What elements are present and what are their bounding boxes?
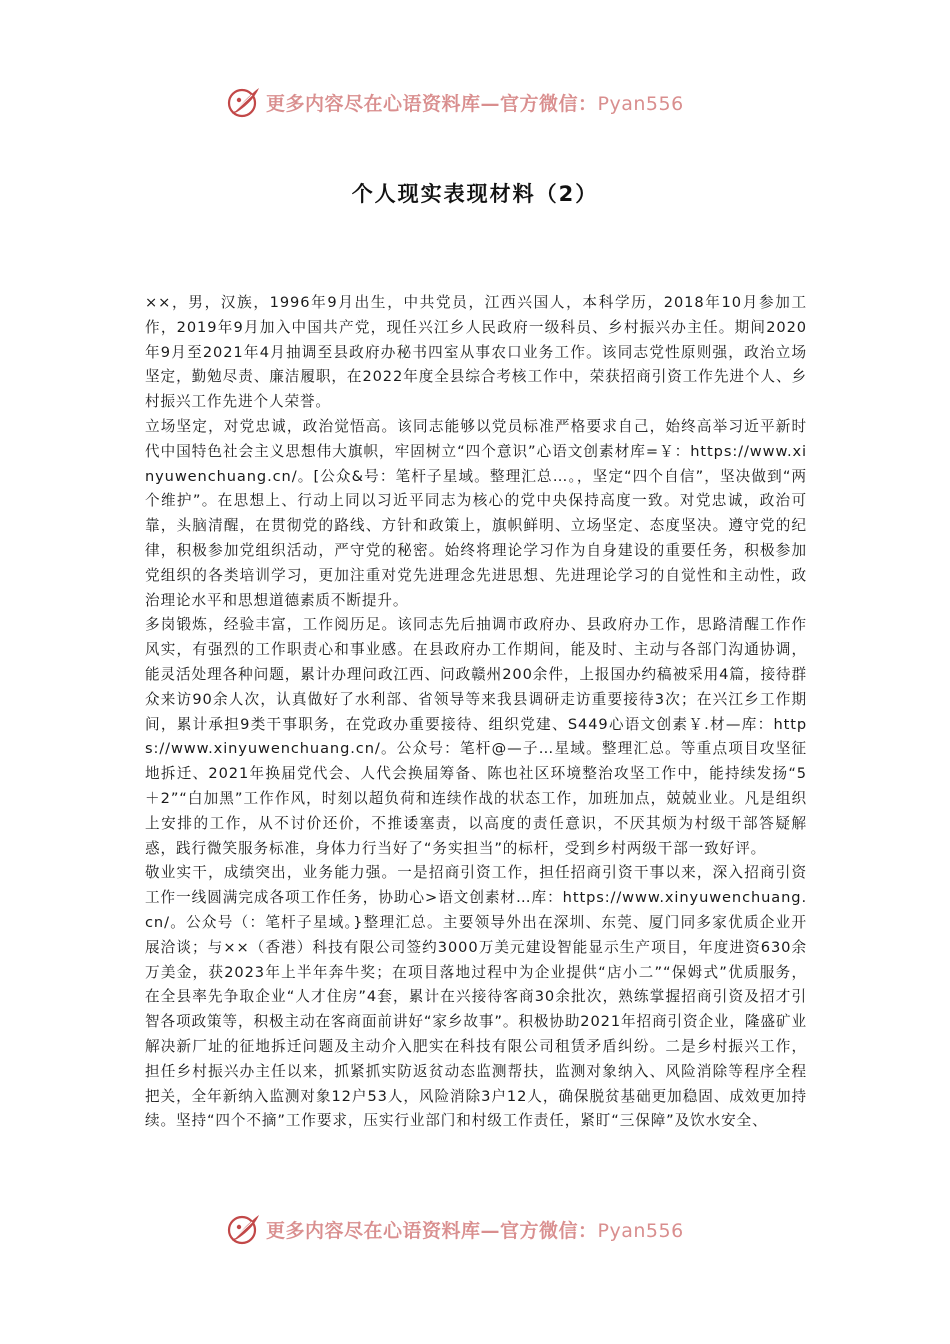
document-body (145, 291, 807, 1134)
paragraph-experience: 多岗锻炼，经验丰富，工作阅历足。该同志先后抽调市政府办、县政府办工作，思路清醒工作作风实，有强烈的工作职责心和事业感。在县政府办工作期间，能及时、主动与各部门沟通协调，能灵活处理各种问题，累计办理问政江西、问政赣州200余件，上报国办约稿被采用4篇，接待群众来访90余人次，认真做好了水利部、省领导等来我县调研走访重要接待3次；在兴江乡工作期间，累计承担9类干事职务，在党政办重要接待、组织党建、S449心语文创素￥.材—库：https://www.xinyuwenchuang.cn/。公众号：笔杆@—子…星域。整理汇总。等重点项目攻坚征地拆迁、2021年换届党代会、人代会换届筹备、陈也社区环境整治攻坚工作中，能持续发扬“5＋2”“白加黑”工作作风，时刻以超负荷和连续作战的状态工作，加班加点，兢兢业业。凡是组织上安排的工作，从不讨价还价，不推诿塞责，以高度的责任意识，不厌其烦为村级干部答疑解惑，践行微笑服务标准，身体力行当好了“务实担当”的标杆，受到乡村两级干部一致好评。 (145, 616, 807, 857)
wechat-id: Pyan556 (597, 1219, 684, 1242)
quill-logo-icon (226, 1211, 262, 1247)
paragraph-political: 立场坚定，对党忠诚，政治觉悟高。该同志能够以党员标准严格要求自己，始终高举习近平新时代中国特色社会主义思想伟大旗帜，牢固树立“四个意识”心语文创素材库=￥：https://www.xinyuwenchuang.cn/。[公众&号：笔杆子星域。整理汇总…。，坚定“四个自信”，坚决做到“两个维护”。在思想上、行动上同以习近平同志为核心的党中央保持高度一致。对党忠诚，政治可靠，头脑清醒，在贯彻党的路线、方针和政策上，旗帜鲜明、立场坚定、态度坚决。遵守党的纪律，积极参加党组织活动，严守党的秘密。始终将理论学习作为自身建设的重要任务，积极参加党组织的各类培训学习，更加注重对党先进理念先进思想、先进理论学习的自觉性和主动性，政治理论水平和思想道德素质不断提升。 (145, 417, 807, 609)
paragraph-intro: ××，男，汉族，1996年9月出生，中共党员，江西兴国人，本科学历，2018年10月参加工作，2019年9月加入中国共产党，现任兴江乡人民政府一级科员、乡村振兴办主任。期间2020年9月至2021年4月抽调至县政府办秘书四室从事农口业务工作。该同志党性原则强，政治立场坚定，勤勉尽责、廉洁履职，在2022年度全县综合考核工作中，荣获招商引资工作先进个人、乡村振兴工作先进个人荣誉。 (145, 294, 807, 411)
paragraph-achievements: 敬业实干，成绩突出，业务能力强。一是招商引资工作，担任招商引资干事以来，深入招商引资工作一线圆满完成各项工作任务，协助心>语文创素材…库：https://www.xinyuwenchuang.cn/。公众号（：笔杆子星域。}整理汇总。主要领导外出在深圳、东莞、厦门同多家优质企业开展洽谈；与××（香港）科技有限公司签约3000万美元建设智能显示生产项目，年度进资630余万美金，获2023年上半年奔牛奖；在项目落地过程中为企业提供“店小二”“保姆式”优质服务，在全县率先争取企业“人才住房”4套，累计在兴接待客商30余批次，熟练掌握招商引资及招才引智各项政策等，积极主动在客商面前讲好“家乡故事”。积极协助2021年招商引资企业，隆盛矿业解决新厂址的征地拆迁问题及主动介入肥实在科技有限公司租赁矛盾纠纷。二是乡村振兴工作，担任乡村振兴办主任以来，抓紧抓实防返贫动态监测帮扶，监测对象纳入、风险消除等程序全程把关，全年新纳入监测对象12户53人，风险消除3户12人，确保脱贫基础更加稳固、成效更加持续。坚持“四个不摘”工作要求，压实行业部门和村级工作责任，紧盯“三保障”及饮水安全、 (145, 864, 807, 1130)
banner-text: 更多内容尽在心语资料库—官方微信：Pyan556 (266, 1219, 684, 1242)
document-title: 个人现实表现材料（2） (351, 182, 599, 206)
header-banner (226, 84, 726, 120)
footer-banner (226, 1211, 726, 1247)
banner-text: 更多内容尽在心语资料库—官方微信：Pyan556 (266, 92, 684, 115)
wechat-id: Pyan556 (597, 92, 684, 115)
quill-logo-icon (226, 84, 262, 120)
